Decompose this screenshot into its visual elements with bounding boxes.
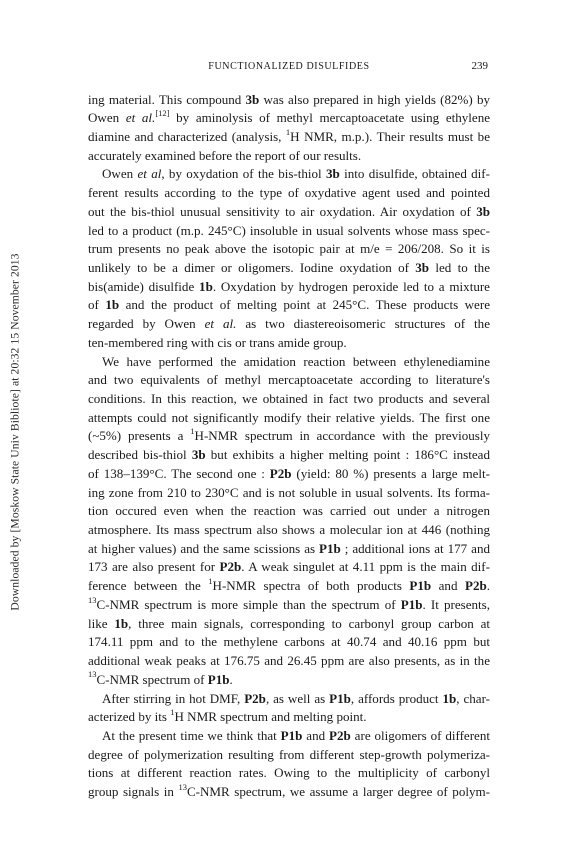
paragraph xyxy=(88,165,490,352)
paragraph xyxy=(88,91,490,166)
text-line: group signals in $^{13}$C-NMR spectrum, we assume a larger degree of polym- xyxy=(88,781,490,800)
text-line: 174.11 ppm and to the methylene carbons at 40.74 and 40.16 ppm but xyxy=(88,634,490,650)
text-line: ing zone from 210 to 230°C and is not soluble in usual solvents. Its forma- xyxy=(88,484,490,500)
text-line: trum presents no peak above the isotopic pair at m/e = 206/208. So it is xyxy=(88,241,490,257)
text-line: and two equivalents of methyl mercaptoacetate according to literature's xyxy=(88,372,490,388)
text-line: ference between the $^1$H-NMR spectra of both products P1b and P2b. xyxy=(88,575,490,594)
text-line: conditions. In this reaction, we obtained in fact two products and several xyxy=(88,391,490,406)
running-header xyxy=(88,61,490,75)
paragraph xyxy=(88,690,490,727)
text-line: degree of polymerization resulting from different step-growth polymeriza- xyxy=(88,746,490,762)
text-line: At the present time we think that P1b and P2b are oligomers of different xyxy=(102,727,491,743)
text-line: unlikely to be a dimer or oligomers. Iodine oxydation of 3b led to the xyxy=(88,259,490,275)
text-line: ten-membered ring with cis or trans amide group. xyxy=(88,334,347,350)
text-line: out the bis-thiol unusual sensitivity to air oxydation. Air oxydation of 3b xyxy=(88,203,490,219)
text-line: Owen et al.[12] by aminolysis of methyl mercaptoacetate using ethylene xyxy=(88,107,491,126)
text-line: acterized by its $^1$H NMR spectrum and melting point. xyxy=(88,706,367,725)
paragraph xyxy=(88,727,490,802)
download-watermark-text: Downloaded by [Moskow State Univ Bibliote] at 20:32 15 November 2013 xyxy=(8,253,22,611)
text-line: atmosphere. Its mass spectrum also shows a molecular ion at 446 (nothing xyxy=(88,522,490,538)
text-line: 173 are also present for P2b. A weak singulet at 4.11 ppm is the main dif- xyxy=(88,559,490,575)
text-line: attempts could not significantly modify their relative yields. The first one xyxy=(88,409,490,425)
running-title: FUNCTIONALIZED DISULFIDES xyxy=(208,61,370,72)
body-text xyxy=(88,91,490,802)
text-line: regarded by Owen et al. as two diastereoisomeric structures of the xyxy=(88,316,490,332)
text-line: of 138–139°C. The second one : P2b (yield: 80 %) presents a large melt- xyxy=(88,465,490,481)
text-line: at higher values) and the same scissions as P1b ; additional ions at 177 and xyxy=(88,540,490,556)
text-line: tions at different reaction rates. Owing to the multiplicity of carbonyl xyxy=(88,765,490,781)
download-watermark xyxy=(0,0,30,863)
page-number: 239 xyxy=(471,60,488,72)
text-line: additional weak peaks at 176.75 and 26.45 ppm are also presents, as in the xyxy=(88,653,490,669)
text-line: (~5%) presents a $^1$H-NMR spectrum in accordance with the previously xyxy=(88,426,490,444)
text-line: ferent results according to the type of oxydative agent used and pointed xyxy=(88,185,490,201)
text-line: of 1b and the product of melting point at 245°C. These products were xyxy=(88,297,490,313)
text-line: led to a product (m.p. 245°C) insoluble in usual solvents whose mass spec- xyxy=(88,222,490,238)
paragraph xyxy=(88,353,490,690)
text-line: tion occured even when the reaction was carried out under a nitrogen xyxy=(88,503,490,519)
text-line: $^{13}$C-NMR spectrum is more simple than the spectrum of P1b. It presents, xyxy=(88,594,490,612)
text-line: We have performed the amidation reaction between ethylenediamine xyxy=(102,353,490,369)
text-line: $^{13}$C-NMR spectrum of P1b. xyxy=(88,669,233,687)
text-line: ing material. This compound 3b was also prepared in high yields (82%) by xyxy=(88,91,490,107)
text-line: accurately examined before the report of our results. xyxy=(88,147,362,163)
text-line: described bis-thiol 3b but exhibits a higher melting point : 186°C instead xyxy=(88,447,490,463)
text-line: diamine and characterized (analysis, $^1$H NMR, m.p.). Their results must be xyxy=(88,126,490,144)
text-line: like 1b, three main signals, corresponding to carbonyl group carbon at xyxy=(88,615,490,631)
text-line: After stirring in hot DMF, P2b, as well as P1b, affords product 1b, char- xyxy=(102,690,491,706)
text-line: bis(amide) disulfide 1b. Oxydation by hydrogen peroxide led to a mixture xyxy=(88,278,490,294)
text-line: Owen et al, by oxydation of the bis-thiol 3b into disulfide, obtained dif- xyxy=(102,166,490,182)
